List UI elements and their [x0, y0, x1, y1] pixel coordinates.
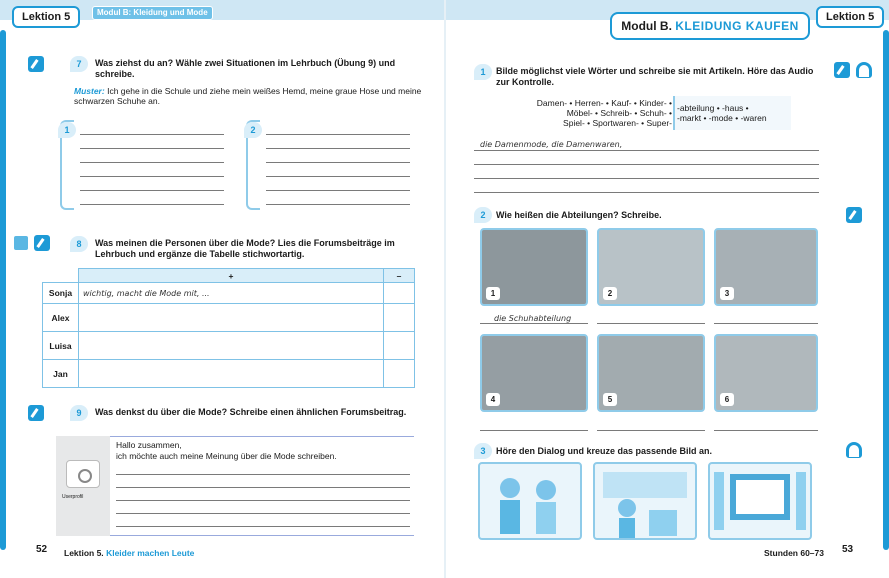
- prefix-line: Spiel- • Sportwaren- • Super-: [563, 118, 672, 128]
- row-label: Jan: [43, 360, 79, 388]
- answer-line[interactable]: [266, 204, 410, 205]
- prefix-line: Damen- • Herren- • Kauf- • Kinder- •: [536, 98, 672, 108]
- task-number-1: 1: [474, 64, 492, 80]
- answer-line[interactable]: [714, 430, 818, 431]
- footer-prefix: Lektion 5.: [64, 548, 104, 558]
- modul-title: KLEIDUNG KAUFEN: [675, 19, 799, 33]
- task-7-example: [74, 86, 424, 106]
- pencil-icon: [28, 405, 44, 421]
- opinion-table: [42, 268, 415, 388]
- answer-line[interactable]: [80, 162, 224, 163]
- department-photo-5: [597, 334, 705, 412]
- task-9-instruction: Was denkst du über die Mode? Schreibe einen ähnlichen Forumsbeitrag.: [95, 407, 407, 417]
- answer-line[interactable]: [474, 150, 819, 151]
- photo-label: 3: [720, 287, 734, 300]
- dialog-picture-2[interactable]: [593, 462, 697, 540]
- row-label: Alex: [43, 304, 79, 332]
- footer-right: Stunden 60–73: [764, 548, 824, 558]
- table-cell-filled[interactable]: wichtig, macht die Mode mit, ...: [79, 283, 384, 304]
- answer-line[interactable]: [116, 487, 410, 488]
- modul-prefix: Modul B.: [621, 19, 672, 33]
- table-cell[interactable]: [79, 332, 384, 360]
- table-cell[interactable]: [384, 304, 415, 332]
- page-number-left: 52: [36, 544, 48, 555]
- right-edge-bar: [883, 30, 889, 550]
- task-number-2: 2: [474, 207, 492, 223]
- task-8-instruction: Was meinen die Personen über die Mode? Lies die Forumsbeiträge im Lehrbuch und ergänze die Tabelle stichwortartig.: [95, 238, 395, 259]
- task-7-instruction: Was ziehst du an? Wähle zwei Situationen im Lehrbuch (Übung 9) und schreibe.: [95, 58, 396, 79]
- table-corner: [43, 269, 79, 283]
- answer-line[interactable]: [80, 176, 224, 177]
- task-2-example: die Schuhabteilung: [494, 314, 572, 323]
- pencil-icon: [34, 235, 50, 251]
- table-cell[interactable]: [384, 360, 415, 388]
- pencil-icon: [846, 207, 862, 223]
- people-drawing: [480, 464, 580, 538]
- table-cell[interactable]: [384, 283, 415, 304]
- photo-label: 6: [720, 393, 734, 406]
- lektion-label-right: Lektion 5: [816, 6, 884, 28]
- word-suffixes: [677, 103, 792, 123]
- photo-label: 2: [603, 287, 617, 300]
- modul-tag: Modul B: Kleidung und Mode: [92, 6, 213, 20]
- task-1-instruction: Bilde möglichst viele Wörter und schreibe sie mit Artikeln. Höre das Audio zur Kontrolle.: [496, 66, 814, 87]
- answer-line[interactable]: [116, 500, 410, 501]
- shop-drawing: [595, 464, 695, 538]
- department-photo-4: [480, 334, 588, 412]
- forum-greeting: Hallo zusammen,: [116, 440, 182, 450]
- table-cell[interactable]: [79, 304, 384, 332]
- book-icon: [14, 236, 28, 250]
- row-label: Sonja: [43, 283, 79, 304]
- answer-line[interactable]: [80, 148, 224, 149]
- department-photo-1: [480, 228, 588, 306]
- pencil-icon: [28, 56, 44, 72]
- answer-line[interactable]: [80, 190, 224, 191]
- screen-drawing: [710, 464, 810, 538]
- pencil-icon: [834, 62, 850, 78]
- left-edge-bar: [0, 30, 6, 550]
- suffix-line: -abteilung • -haus •: [677, 103, 749, 113]
- answer-line[interactable]: [480, 430, 588, 431]
- footer-title: Kleider machen Leute: [106, 548, 195, 558]
- modul-heading: [610, 12, 810, 40]
- page-number-right: 53: [842, 544, 854, 555]
- answer-line[interactable]: [480, 323, 588, 324]
- word-prefixes: [500, 98, 672, 128]
- task-3-instruction: Höre den Dialog und kreuze das passende Bild an.: [496, 446, 713, 456]
- headphones-icon: [856, 62, 872, 78]
- answer-line[interactable]: [266, 190, 410, 191]
- answer-line[interactable]: [474, 164, 819, 165]
- table-cell[interactable]: [384, 332, 415, 360]
- answer-line[interactable]: [116, 474, 410, 475]
- forum-first-line: ich möchte auch meine Meinung über die Mode schreiben.: [116, 451, 337, 461]
- task-number-7: 7: [70, 56, 88, 72]
- headphones-icon: [846, 442, 862, 458]
- answer-line[interactable]: [597, 323, 705, 324]
- answer-line[interactable]: [116, 526, 410, 527]
- photo-label: 4: [486, 393, 500, 406]
- answer-line[interactable]: [597, 430, 705, 431]
- answer-line[interactable]: [266, 148, 410, 149]
- footer-left: [64, 548, 194, 558]
- row-label: Luisa: [43, 332, 79, 360]
- answer-line[interactable]: [80, 134, 224, 135]
- department-photo-2: [597, 228, 705, 306]
- task-number-3: 3: [474, 443, 492, 459]
- photo-label: 5: [603, 393, 617, 406]
- dialog-picture-1[interactable]: [478, 462, 582, 540]
- answer-line[interactable]: [266, 134, 410, 135]
- profile-label: Userprofil: [62, 494, 84, 500]
- task-number-9: 9: [70, 405, 88, 421]
- answer-line[interactable]: [714, 323, 818, 324]
- column-plus: +: [79, 269, 384, 283]
- column-minus: –: [384, 269, 415, 283]
- photo-label: 1: [486, 287, 500, 300]
- book-spine: [444, 0, 446, 578]
- answer-line[interactable]: [80, 204, 224, 205]
- answer-line[interactable]: [474, 178, 819, 179]
- suffix-line: -markt • -mode • -waren: [677, 113, 767, 123]
- camera-icon: [66, 460, 100, 488]
- prefix-line: Möbel- • Schreib- • Schuh- •: [566, 108, 672, 118]
- answer-line[interactable]: [266, 162, 410, 163]
- lektion-label-left: Lektion 5: [12, 6, 80, 28]
- box-number-1: 1: [58, 122, 76, 138]
- muster-text: Ich gehe in die Schule und ziehe mein weißes Hemd, meine graue Hose und meine schwarzen Schuhe an.: [74, 86, 422, 106]
- department-photo-6: [714, 334, 818, 412]
- answer-line[interactable]: [474, 192, 819, 193]
- box-number-2: 2: [244, 122, 262, 138]
- answer-line[interactable]: [116, 513, 410, 514]
- muster-label: Muster:: [74, 86, 105, 96]
- table-cell[interactable]: [79, 360, 384, 388]
- dialog-picture-3[interactable]: [708, 462, 812, 540]
- department-photo-3: [714, 228, 818, 306]
- task-2-instruction: Wie heißen die Abteilungen? Schreibe.: [496, 210, 662, 220]
- answer-line[interactable]: [266, 176, 410, 177]
- task-1-example: die Damenmode, die Damenwaren,: [480, 140, 623, 149]
- task-number-8: 8: [70, 236, 88, 252]
